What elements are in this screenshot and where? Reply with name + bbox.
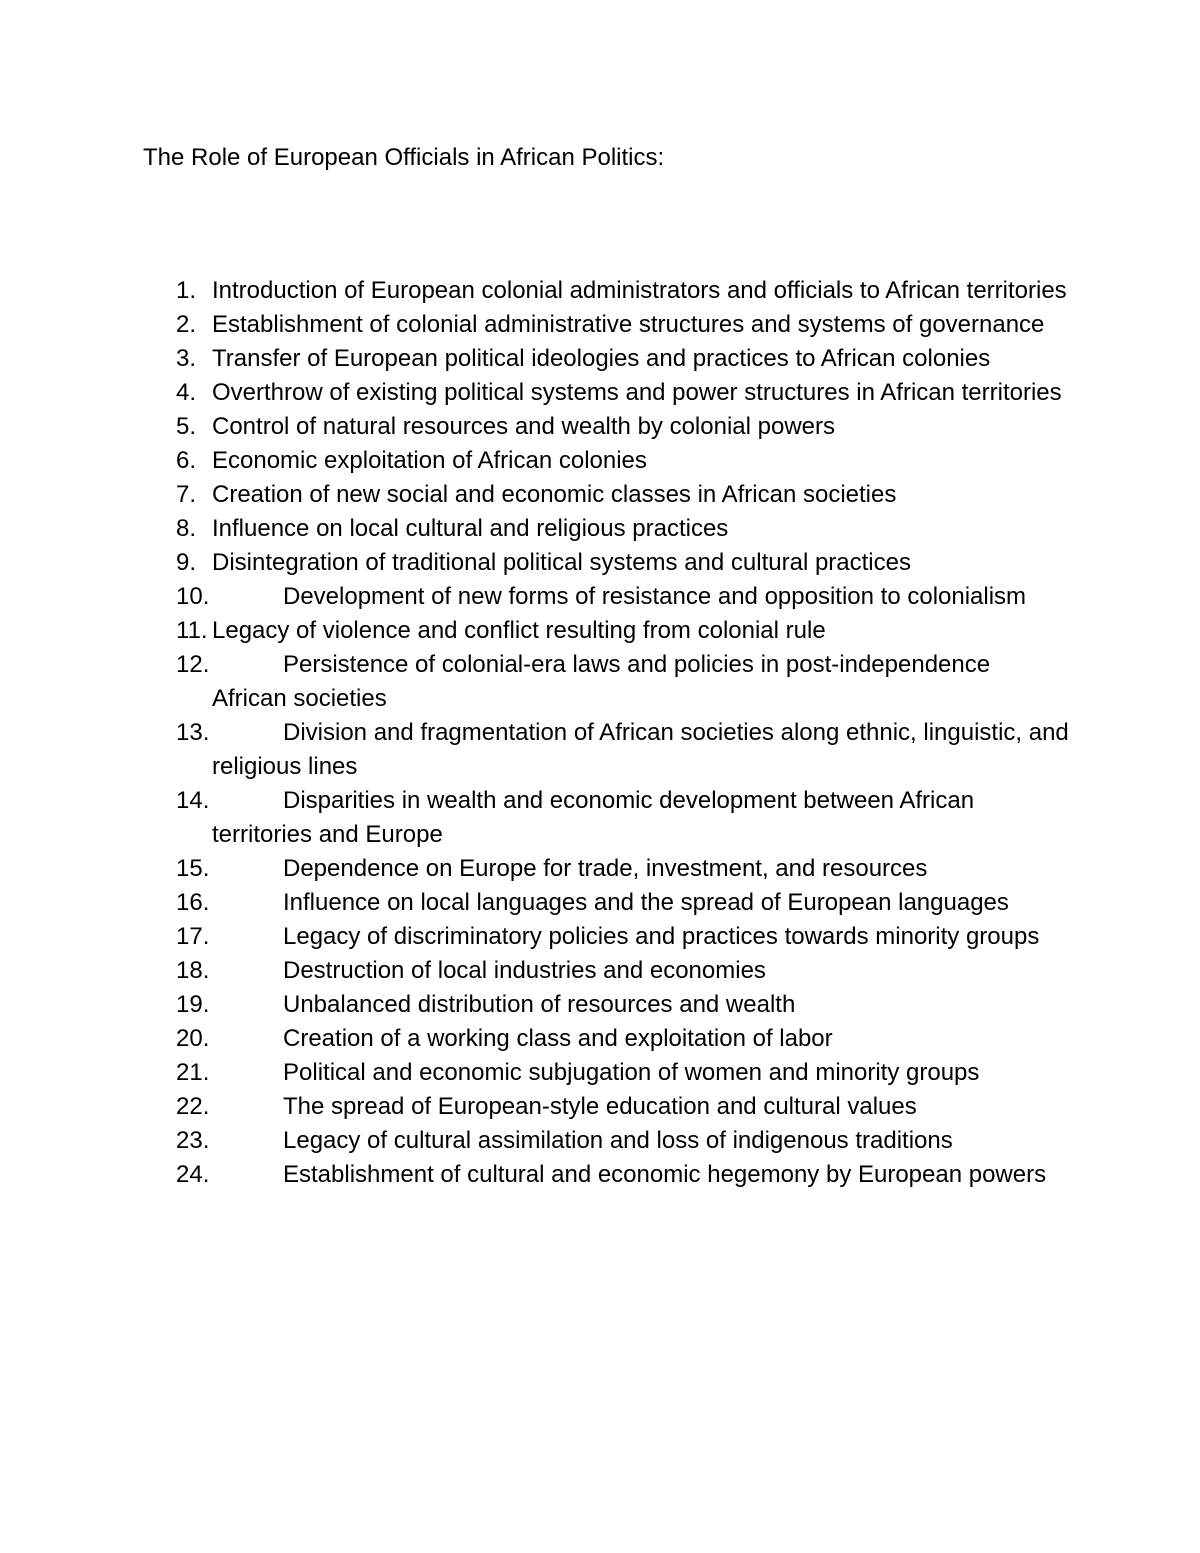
list-item-text: Creation of a working class and exploitation of labor [283,1025,833,1052]
list-item-text: Influence on local cultural and religious practices [212,515,729,542]
list-item [0,648,1200,716]
list-item-number: 7. [176,481,197,508]
list-item-text: Unbalanced distribution of resources and wealth [283,991,796,1018]
list-item-text: Transfer of European political ideologies and practices to African colonies [212,345,991,372]
list-item-text: Division and fragmentation of African societies along ethnic, linguistic, and religious lines [212,719,1069,780]
list-item [0,1056,1200,1090]
list-item-text: Economic exploitation of African colonies [212,447,647,474]
list-item-number: 20. [176,1025,210,1052]
list-item-number: 12. [176,651,210,678]
list-item-number: 21. [176,1059,210,1086]
list-item-text: Disparities in wealth and economic development between African territories and Europe [212,787,975,848]
list-item [0,478,1200,512]
list-item-number: 2. [176,311,197,338]
list-item [0,1022,1200,1056]
list-item-text: Development of new forms of resistance and opposition to colonialism [283,583,1027,610]
list-item-text: Political and economic subjugation of women and minority groups [283,1059,980,1086]
document-title: The Role of European Officials in African Politics: [143,144,665,171]
list-item [0,614,1200,648]
list-item-number: 17. [176,923,210,950]
list-item-text: Legacy of discriminatory policies and practices towards minority groups [283,923,1040,950]
list-item [0,1158,1200,1192]
list-item [0,886,1200,920]
list-item [0,444,1200,478]
list-item [0,1090,1200,1124]
list-item [0,988,1200,1022]
list-item [0,954,1200,988]
list-item [0,852,1200,886]
list-item [0,308,1200,342]
list-item [0,784,1200,852]
list-item-number: 14. [176,787,210,814]
numbered-list [0,274,1200,1192]
list-item-number: 23. [176,1127,210,1154]
list-item [0,1124,1200,1158]
list-item [0,274,1200,308]
list-item-text: Overthrow of existing political systems and power structures in African territories [212,379,1062,406]
list-item-number: 11. [176,617,208,644]
list-item-number: 8. [176,515,197,542]
list-item-text: Establishment of cultural and economic hegemony by European powers [283,1161,1047,1188]
list-item-text: Introduction of European colonial administrators and officials to African territories [212,277,1067,304]
list-item-number: 13. [176,719,210,746]
list-item-text: Disintegration of traditional political systems and cultural practices [212,549,911,576]
list-item-text: Creation of new social and economic classes in African societies [212,481,897,508]
list-item-number: 3. [176,345,197,372]
list-item-number: 4. [176,379,197,406]
list-item-number: 16. [176,889,210,916]
list-item [0,546,1200,580]
list-item-number: 6. [176,447,197,474]
list-item-number: 5. [176,413,197,440]
list-item-number: 19. [176,991,210,1018]
list-item [0,410,1200,444]
list-item [0,376,1200,410]
list-item-number: 18. [176,957,210,984]
list-item [0,342,1200,376]
list-item-number: 15. [176,855,210,882]
list-item-text: Destruction of local industries and economies [283,957,766,984]
list-item-number: 22. [176,1093,210,1120]
list-item-text: Control of natural resources and wealth by colonial powers [212,413,836,440]
list-item-number: 9. [176,549,197,576]
list-item [0,580,1200,614]
list-item-number: 24. [176,1161,210,1188]
list-item-text: Establishment of colonial administrative structures and systems of governance [212,311,1045,338]
list-item [0,716,1200,784]
list-item-text: The spread of European-style education and cultural values [283,1093,917,1120]
list-item-text: Influence on local languages and the spread of European languages [283,889,1009,916]
list-item-text: Persistence of colonial-era laws and policies in post-independence African societies [212,651,991,712]
list-item [0,920,1200,954]
list-item [0,512,1200,546]
list-item-text: Dependence on Europe for trade, investment, and resources [283,855,928,882]
list-item-text: Legacy of violence and conflict resulting from colonial rule [212,617,826,644]
list-item-number: 1. [176,277,197,304]
list-item-number: 10. [176,583,210,610]
list-item-text: Legacy of cultural assimilation and loss of indigenous traditions [283,1127,953,1154]
